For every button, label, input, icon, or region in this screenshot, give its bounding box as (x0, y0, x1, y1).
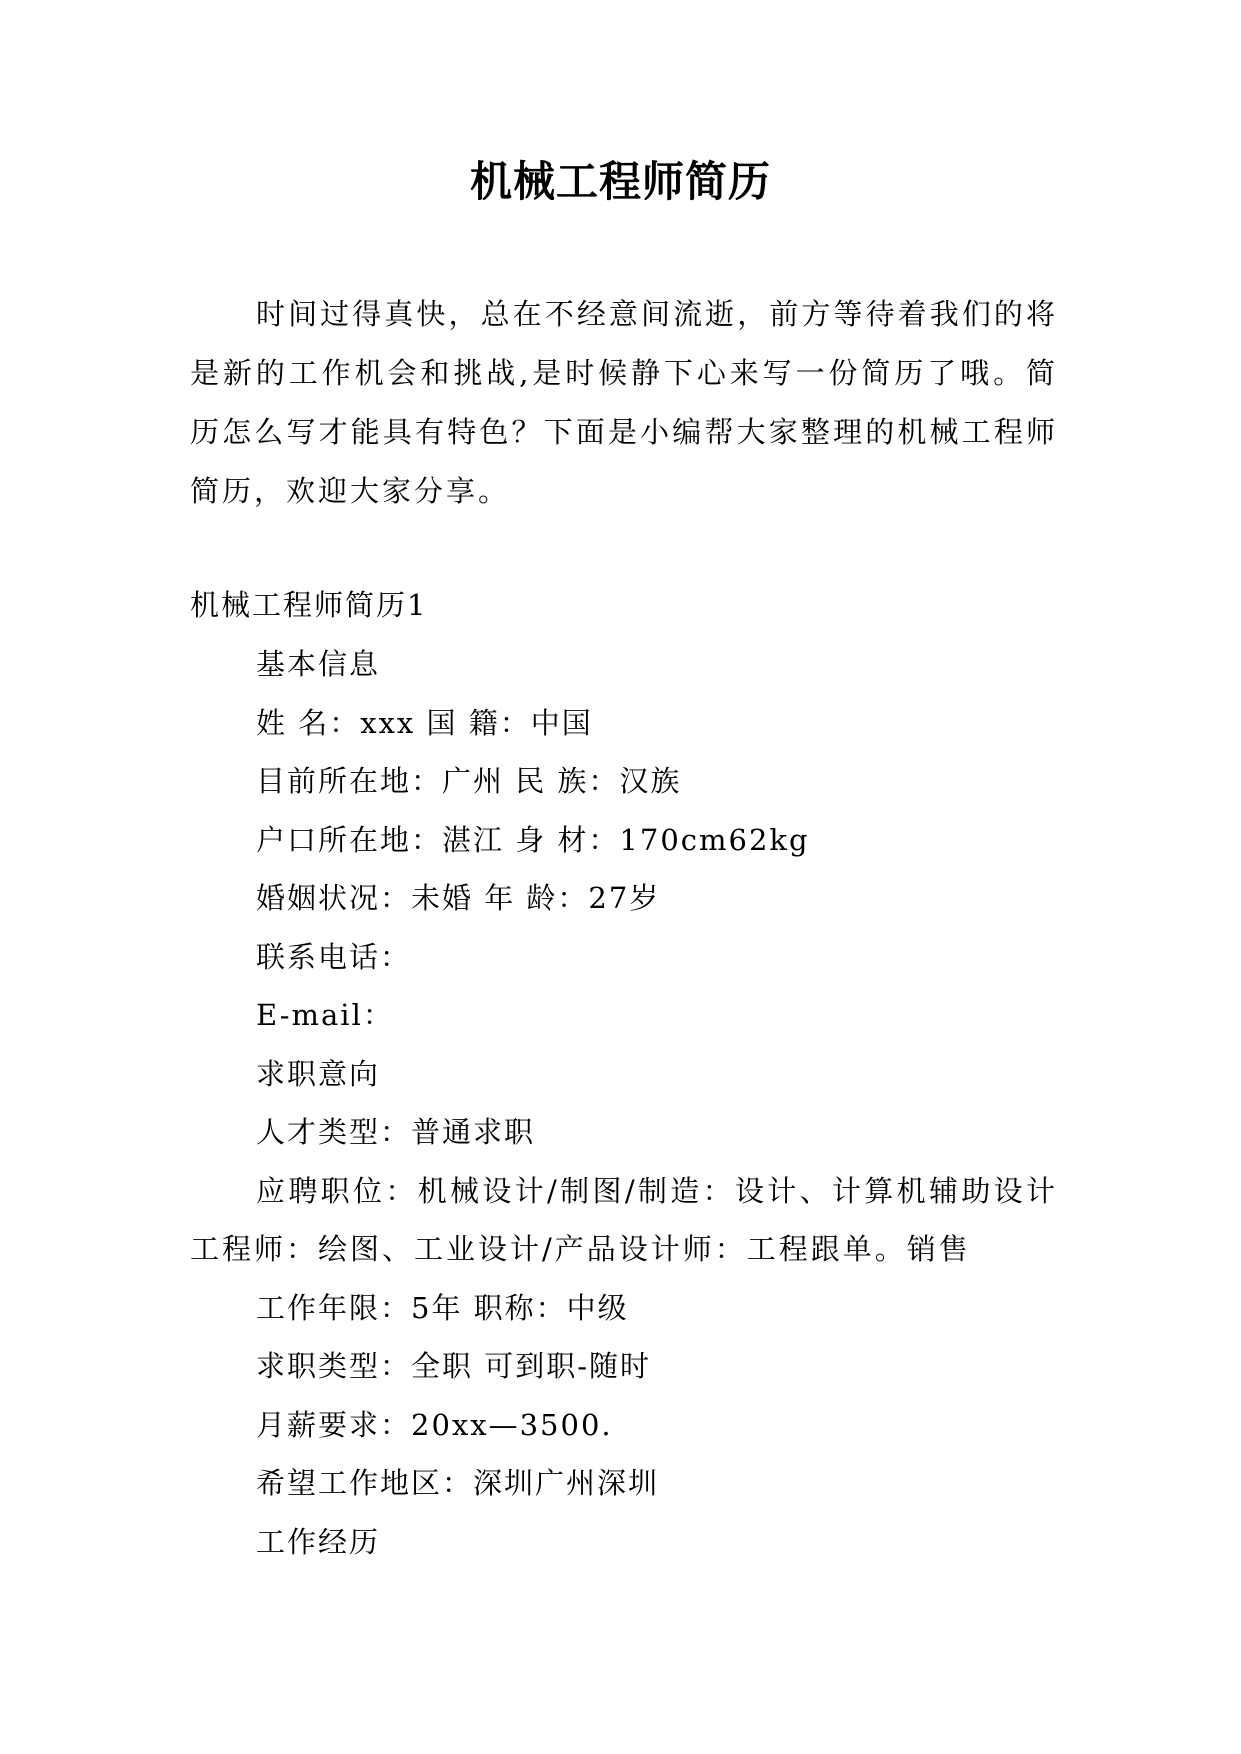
resume-line-position: 应聘职位：机械设计/制图/制造：设计、计算机辅助设计工程师：绘图、工业设计/产品设计师：工程跟单。销售 (190, 1173, 1058, 1266)
section-heading: 机械工程师简历1 (190, 588, 428, 622)
resume-lines (190, 635, 1058, 1571)
resume-line-name: 姓 名：xxx 国 籍：中国 (256, 705, 593, 740)
resume-line-basic-info: 基本信息 (256, 647, 381, 681)
resume-line-marital: 婚姻状况：未婚 年 龄：27岁 (256, 881, 661, 915)
resume-line-location: 目前所在地：广州 民 族：汉族 (256, 764, 682, 798)
resume-line-email: E-mail： (256, 998, 394, 1032)
document-title: 机械工程师简历 (469, 157, 771, 206)
resume-line-hukou: 户口所在地：湛江 身 材：170cm62kg (256, 822, 810, 857)
resume-line-salary: 月薪要求：20xx—3500. (256, 1407, 613, 1442)
resume-line-job-type: 求职类型：全职 可到职-随时 (256, 1349, 652, 1383)
resume-line-area: 希望工作地区：深圳广州深圳 (256, 1466, 660, 1500)
resume-line-years: 工作年限：5年 职称：中级 (256, 1290, 629, 1325)
intro-paragraph: 时间过得真快，总在不经意间流逝，前方等待着我们的将是新的工作机会和挑战,是时候静下心来写一份简历了哦。简历怎么写才能具有特色？下面是小编帮大家整理的机械工程师简历，欢迎大家分享。 (190, 297, 1058, 508)
resume-line-phone: 联系电话： (256, 939, 412, 974)
resume-line-work-experience: 工作经历 (256, 1524, 381, 1559)
resume-line-talent-type: 人才类型：普通求职 (256, 1115, 536, 1149)
resume-line-job-intention: 求职意向 (256, 1056, 381, 1091)
